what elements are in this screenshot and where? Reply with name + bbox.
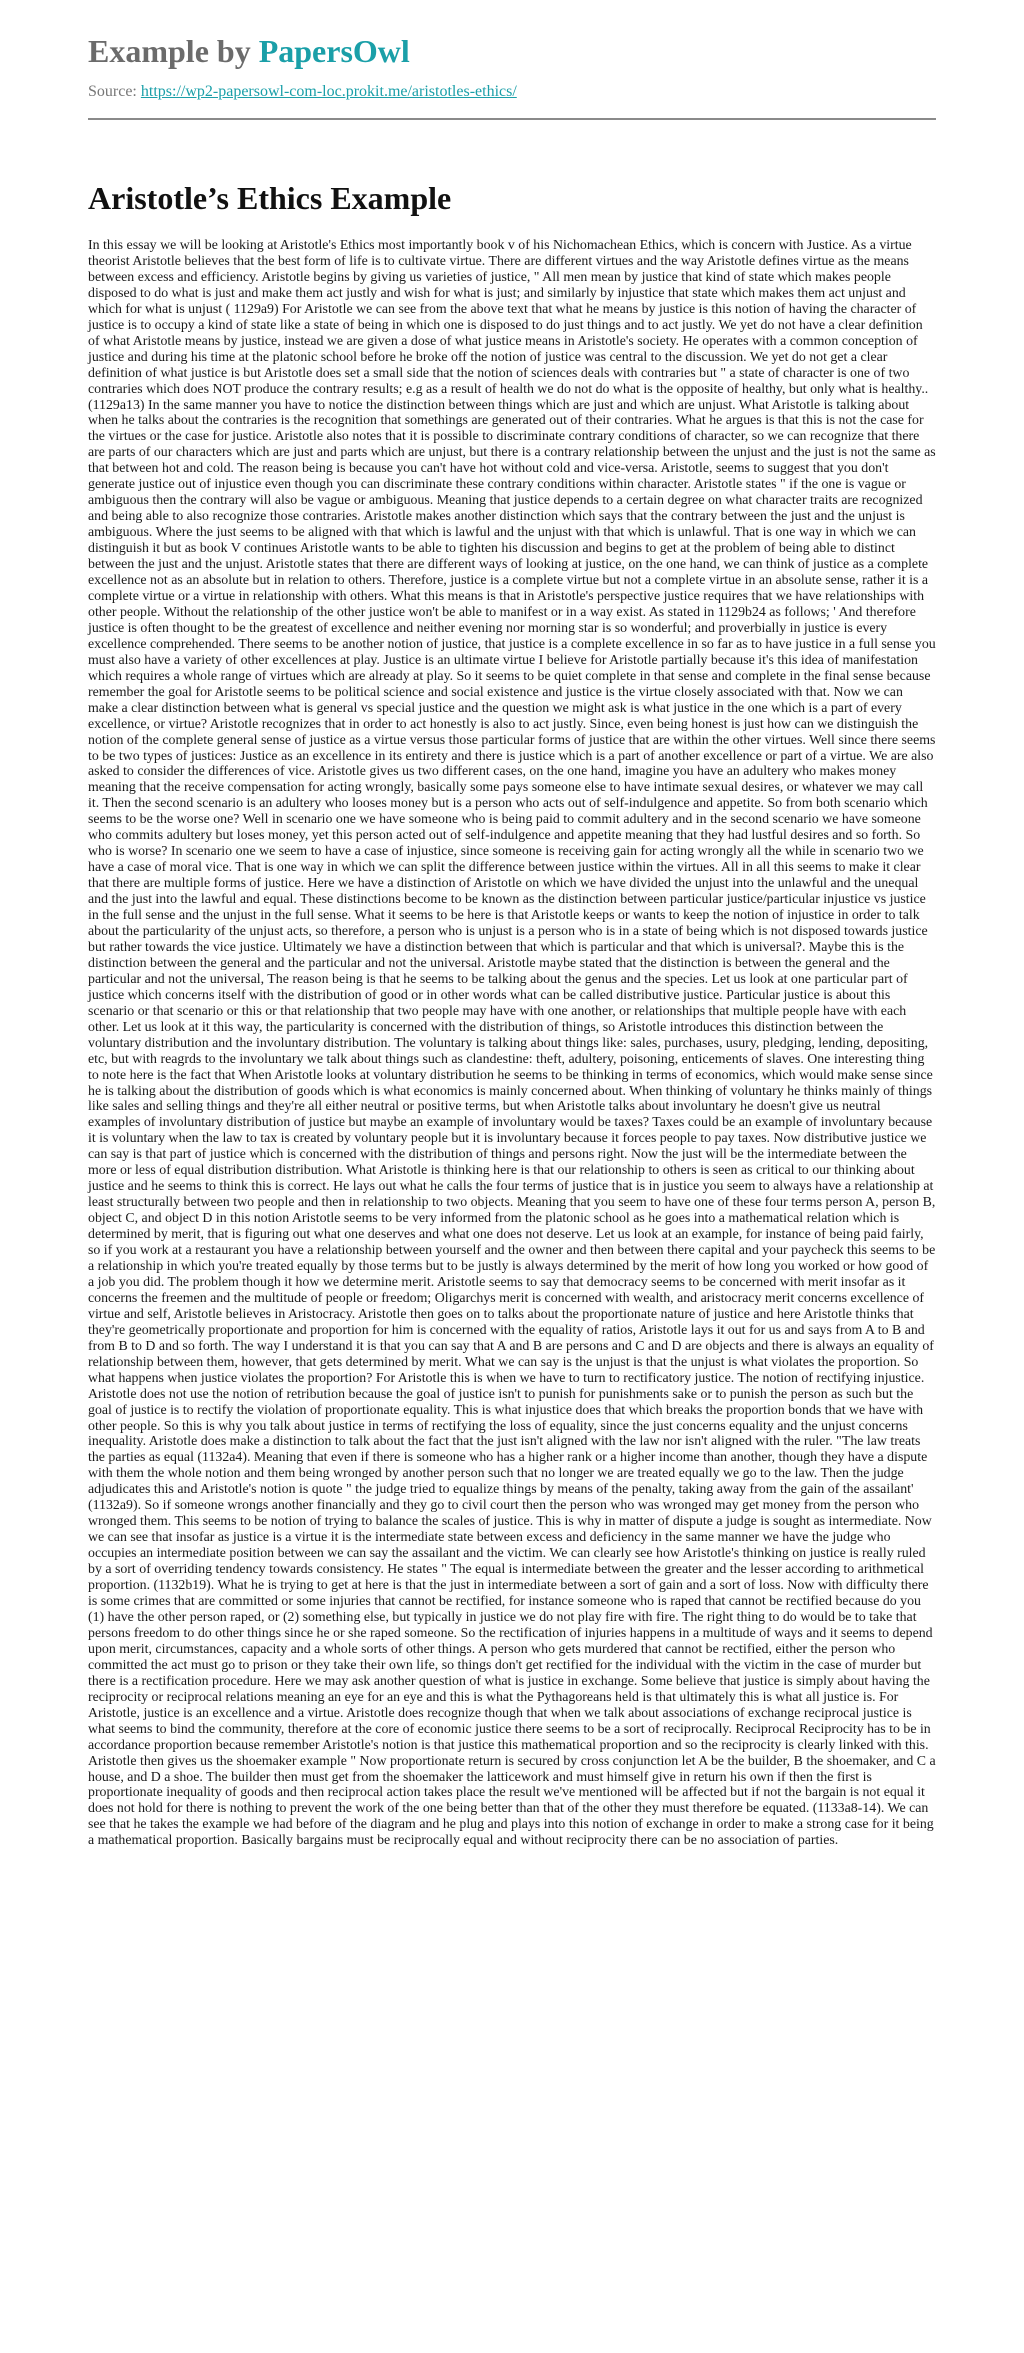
brand-name: PapersOwl — [258, 33, 410, 69]
source-label: Source: — [88, 83, 141, 100]
source-line — [88, 82, 936, 102]
article — [88, 178, 936, 1849]
page — [88, 30, 936, 1863]
article-body: In this essay we will be looking at Aristotle's Ethics most importantly book v of his Nichomachean Ethics, which is concern with Justice. As a virtue theorist Aristotle believes that the best form of life is to cultivate virtue. There are different virtues and the way Aristotle defines virtue as the means between excess and efficiency. Aristotle begins by giving us varieties of justice, " All men mean by justice that kind of state which makes people disposed to do what is just and make them act justly and wish for what is just; and similarly by injustice that state which makes them act unjust and which for what is unjust ( 1129a9) For Aristotle we can see from the above text that what he means by justice is this notion of having the character of justice is to occupy a kind of state like a state of being in which one is disposed to do just things and to act justly. We yet do not have a clear definition of what Aristotle means by justice, instead we are given a dose of what justice means in Aristotle's society. He operates with a common conception of justice and during his time at the platonic school before he broke off the notion of justice was central to the discussion. We yet do not get a clear definition of what justice is but Aristotle does set a small side that the notion of sciences deals with contraries but " a state of character is one of two contraries which does NOT produce the contrary results; e.g as a result of health we do not do what is the opposite of healthy, but only what is healthy.. (1129a13) In the same manner you have to notice the distinction between things which are just and which are unjust. What Aristotle is talking about when he talks about the contraries is the recognition that somethings are generated out of their contraries. What he argues is that this is not the case for the virtues or the case for justice. Aristotle also notes that it is possible to discriminate contrary conditions of character, so we can recognize that there are parts of our characters which are just and parts which are unjust, but there is a contrary relationship between the unjust and the just is not the same as that between hot and cold. The reason being is because you can't have hot without cold and vice-versa. Aristotle, seems to suggest that you don't generate justice out of injustice even though you can discriminate these contrary conditions within character. Aristotle states " if the one is vague or ambiguous then the contrary will also be vague or ambiguous. Meaning that justice depends to a certain degree on what character traits are recognized and being able to also recognize those contraries. Aristotle makes another distinction which says that the contrary between the just and the unjust is ambiguous. Where the just seems to be aligned with that which is lawful and the unjust with that which is unlawful. That is one way in which we can distinguish it but as book V continues Aristotle wants to be able to tighten his discussion and begins to get at the problem of being able to distinct between the just and the unjust. Aristotle states that there are different ways of looking at justice, on the one hand, we can think of justice as a complete excellence not as an absolute but in relation to others. Therefore, justice is a complete virtue but not a complete virtue in an absolute sense, rather it is a complete virtue or a virtue in relationship with others. What this means is that in Aristotle's perspective justice requires that we have relationships with other people. Without the relationship of the other justice won't be able to manifest or in a way exist. As stated in 1129b24 as follows; ' And therefore justice is often thought to be the greatest of excellence and neither evening nor morning star is so wonderful; and proverbially in justice is every excellence comprehended. There seems to be another notion of justice, that justice is a complete excellence in so far as to have justice in a full sense you must also have a variety of other excellences at play. Justice is an ultimate virtue I believe for Aristotle partially because it's this idea of manifestation which requires a whole range of virtues which are already at play. So it seems to be quiet complete in that sense and complete in the final sense because remember the goal for Aristotle seems to be political science and social existence and justice is the virtue closely associated with that. Now we can make a clear distinction between what is general vs special justice and the question we might ask is what justice in the one which is a part of every excellence, or virtue? Aristotle recognizes that in order to act honestly is also to act justly. Since, even being honest is just how can we distinguish the notion of the complete general sense of justice as a virtue versus those particular forms of justice that are within the other virtues. Well since there seems to be two types of justices: Justice as an excellence in its entirety and there is justice which is a part of another excellence or part of a virtue. We are also asked to consider the differences of vice. Aristotle gives us two different cases, on the one hand, imagine you have an adultery who makes money meaning that the receive compensation for acting wrongly, basically some pays someone else to have intimate sexual desires, or whatever we may call it. Then the second scenario is an adultery who looses money but is a person who acts out of self-indulgence and appetite. So from both scenario which seems to be the worse one? Well in scenario one we have someone who is being paid to commit adultery and in the second scenario we have someone who commits adultery but loses money, yet this person acted out of self-indulgence and appetite meaning that they had lustful desires and so forth. So who is worse? In scenario one we seem to have a case of injustice, since someone is receiving gain for acting wrongly all the while in scenario two we have a case of moral vice. That is one way in which we can split the difference between justice within the virtues. All in all this seems to make it clear that there are multiple forms of justice. Here we have a distinction of Aristotle on which we have divided the unjust into the unlawful and the unequal and the just into the lawful and equal. These distinctions become to be known as the distinction between particular justice/particular injustice vs justice in the full sense and the unjust in the full sense. What it seems to be here is that Aristotle keeps or wants to keep the notion of injustice in order to talk about the particularity of the unjust acts, so therefore, a person who is unjust is a person who is in a state of being which is not disposed towards justice but rather towards the vice justice. Ultimately we have a distinction between that which is particular and that which is universal?. Maybe this is the distinction between the general and the particular and not the universal. Aristotle maybe stated that the distinction is between the general and the particular and not the universal, The reason being is that he seems to be talking about the genus and the species. Let us look at one particular part of justice which concerns itself with the distribution of good or in other words what can be called distributive justice. Particular justice is about this scenario or that scenario or this or that relationship that two people may have with one another, or relationships that multiple people have with each other. Let us look at it this way, the particularity is concerned with the distribution of things, so Aristotle introduces this distinction between the voluntary distribution and the involuntary distribution. The voluntary is talking about things like: sales, purchases, usury, pledging, lending, depositing, etc, but with reagrds to the involuntary we talk about things such as clandestine: theft, adultery, poisoning, enticements of slaves. One interesting thing to note here is the fact that When Aristotle looks at voluntary distribution he seems to be thinking in terms of economics, which would make sense since he is talking about the distribution of goods which is what economics is mainly concerned about. When thinking of voluntary he thinks mainly of things like sales and selling things and they're all either neutral or positive terms, but when Aristotle talks about involuntary he doesn't give us neutral examples of involuntary distribution of justice but maybe an example of involuntary would be taxes? Taxes could be an example of involuntary because it is voluntary when the law to tax is created by voluntary people but it is involuntary because it forces people to pay taxes. Now distributive justice we can say is that part of justice which is concerned with the distribution of things and persons right. Now the just will be the intermediate between the more or less of equal distribution distribution. What Aristotle is thinking here is that our relationship to others is seen as critical to our thinking about justice and he seems to think this is correct. He lays out what he calls the four terms of justice that is in justice you seem to always have a relationship at least structurally between two people and then in relationship to two objects. Meaning that you seem to have one of these four terms person A, person B, object C, and object D in this notion Aristotle seems to be very informed from the platonic school as he goes into a mathematical relation which is determined by merit, that is figuring out what one deserves and what one does not deserve. Let us look at an example, for instance of being paid fairly, so if you work at a restaurant you have a relationship between yourself and the owner and then between there capital and your paycheck this seems to be a relationship in which you're treated equally by those terms but to be justly is always determined by the merit of how long you worked or how good of a job you did. The problem though it how we determine merit. Aristotle seems to say that democracy seems to be concerned with merit insofar as it concerns the freemen and the multitude of people or freedom; Oligarchys merit is concerned with wealth, and aristocracy merit concerns excellence of virtue and self, Aristotle believes in Aristocracy. Aristotle then goes on to talks about the proportionate nature of justice and here Aristotle thinks that they're geometrically proportionate and proportion for him is concerned with the equality of ratios, Aristotle lays it out for us and says from A to B and from B to D and so forth. The way I understand it is that you can say that A and B are persons and C and D are objects and there is always an equality of relationship between them, however, that gets determined by merit. What we can say is the unjust is that the unjust is what violates the proportion. So what happens when justice violates the proportion? For Aristotle this is when we have to turn to rectificatory justice. The notion of rectifying injustice. Aristotle does not use the notion of retribution because the goal of justice isn't to punish for punishments sake or to punish the person as such but the goal of justice is to rectify the violation of proportionate equality. This is what injustice does that which breaks the proportion bonds that we have with other people. So this is why you talk about justice in terms of rectifying the loss of equality, since the just concerns equality and the unjust concerns inequality. Aristotle does make a distinction to talk about the fact that the just isn't aligned with the law nor isn't aligned with the ruler. "The law treats the parties as equal (1132a4). Meaning that even if there is someone who has a higher rank or a higher income than another, though they have a dispute with them the whole notion and them being wronged by another person such that no longer we are treated equally we go to the law. Then the judge adjudicates this and Aristotle's notion is quote " the judge tried to equalize things by means of the penalty, taking away from the gain of the assailant' (1132a9). So if someone wrongs another financially and they go to civil court then the person who was wronged may get money from the person who wronged them. This seems to be notion of trying to balance the scales of justice. This is why in matter of dispute a judge is sought as intermediate. Now we can see that insofar as justice is a virtue it is the intermediate state between excess and deficiency in the same manner we have the judge who occupies an intermediate position between we can say the assailant and the victim. We can clearly see how Aristotle's thinking on justice is really ruled by a sort of overriding tendency towards consistency. He states " The equal is intermediate between the greater and the lesser according to arithmetical proportion. (1132b19). What he is trying to get at here is that the just in intermediate between a sort of gain and a sort of loss. Now with difficulty there is some crimes that are committed or some injuries that cannot be rectified, for instance someone who is raped that cannot be rectified because do you (1) have the other person raped, or (2) something else, but typically in justice we do not play fire with fire. The right thing to do would be to take that persons freedom to do other things since he or she raped someone. So the rectification of injuries happens in a multitude of ways and it seems to depend upon merit, circumstances, capacity and a whole sorts of other things. A person who gets murdered that cannot be rectified, either the person who committed the act must go to prison or they take their own life, so things don't get rectified for the individual with the victim in the case of murder but there is a rectification procedure. Here we may ask another question of what is justice in exchange. Some believe that justice is simply about having the reciprocity or reciprocal relations meaning an eye for an eye and this is what the Pythagoreans held is that ultimately this is what all justice is. For Aristotle, justice is an excellence and a virtue. Aristotle does recognize though that when we talk about associations of exchange reciprocal justice is what seems to bind the community, therefore at the core of economic justice there seems to be a sort of reciprocally. Reciprocal Reciprocity has to be in accordance proportion because remember Aristotle's notion is that justice this mathematical proportion and so the reciprocity is clearly linked with this. Aristotle then gives us the shoemaker example " Now proportionate return is secured by cross conjunction let A be the builder, B the shoemaker, and C a house, and D a shoe. The builder then must get from the shoemaker the latticework and must himself give in return his own if then the first is proportionate inequality of goods and then reciprocal action takes place the result we've mentioned will be affected but if not the bargain is not equal it does not hold for there is nothing to prevent the work of the one being better than that of the other they must therefore be equated. (1133a8-14). We can see that he takes the example we had before of the diagram and he plug and plays into this notion of exchange in order to make a strong case for it being a mathematical proportion. Basically bargains must be reciprocally equal and without reciprocity there can be no association of parties. — [88, 238, 936, 1849]
source-link[interactable]: https://wp2-papersowl-com-loc.prokit.me/aristotles-ethics/ — [140, 83, 517, 100]
header-divider — [88, 118, 936, 120]
header — [88, 30, 936, 120]
brand-prefix: Example by — [88, 33, 259, 69]
brand-heading — [88, 30, 936, 72]
article-title: Aristotle’s Ethics Example — [88, 180, 452, 216]
